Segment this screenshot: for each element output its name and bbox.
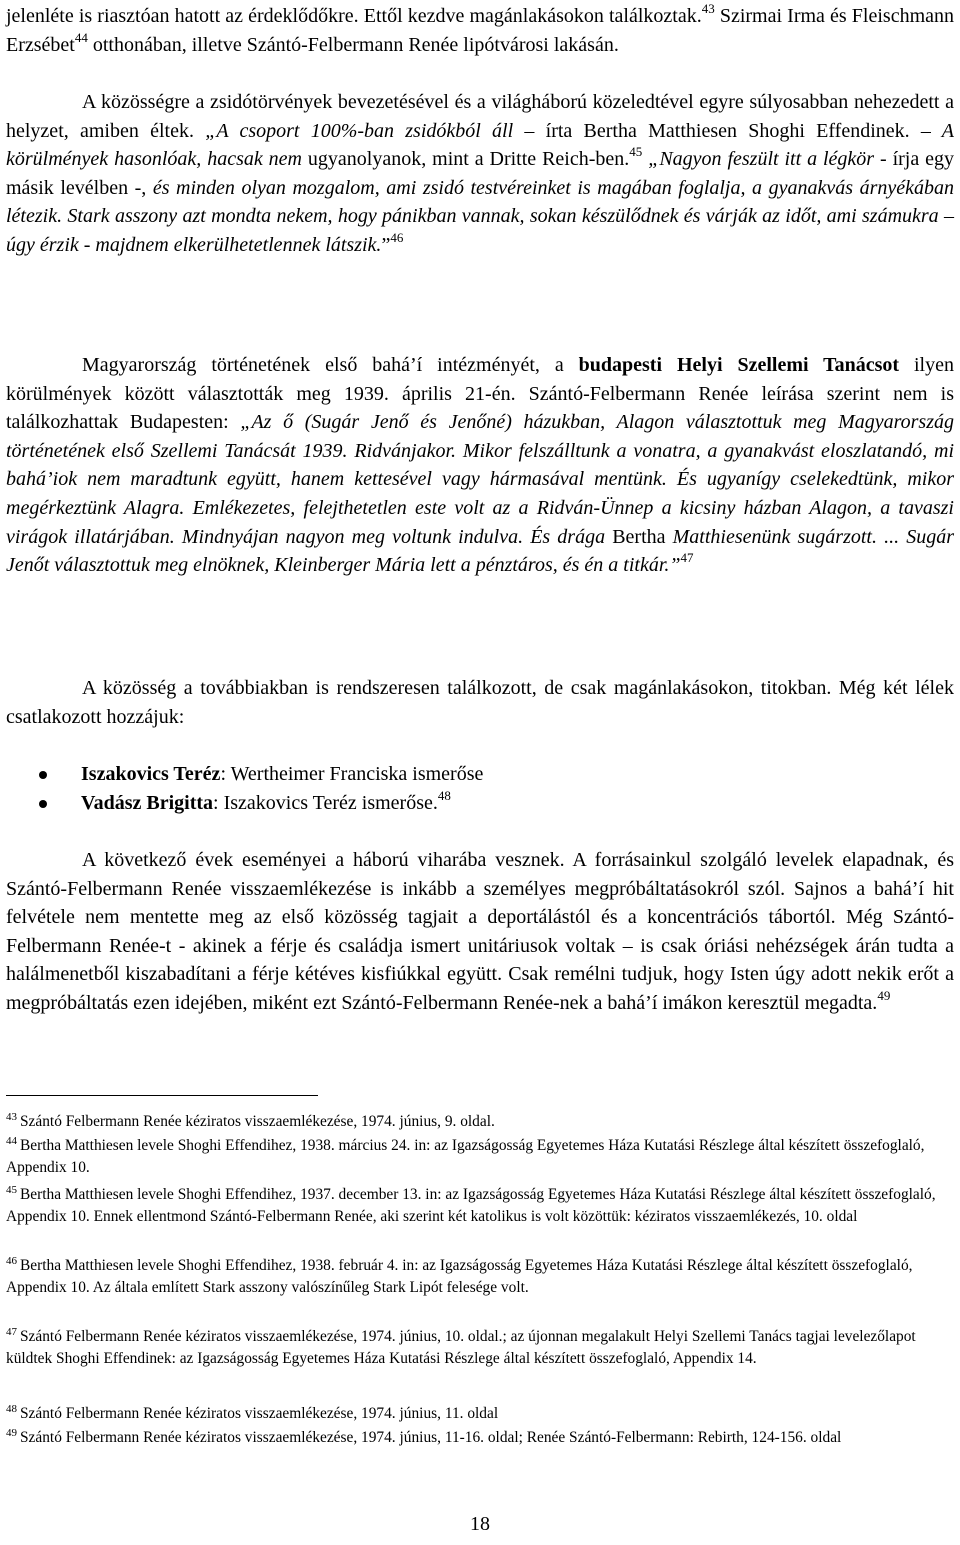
list-item: Vadász Brigitta: Iszakovics Teréz ismerőse.$^{48}$ [6, 789, 954, 818]
bullet-icon [39, 771, 47, 779]
footnote-46: $^{46}$ Bertha Matthiesen levele Shoghi Effendihez, 1938. február 4. in: az Igazságosság Egyetemes Háza Kutatási Részlege által készített összefoglaló, Appendix 10. Az általa említett Stark asszony valószínűleg Stark Lipót felesége volt. [6, 1255, 913, 1296]
paragraph-secret-meetings: A közösség a továbbiakban is rendszeresen találkozott, de csak magánlakásokon, titokban. Még két lélek csatlakozott hozzájuk: [6, 677, 954, 728]
footnote-45: $^{45}$ Bertha Matthiesen levele Shoghi Effendihez, 1937. december 13. in: az Igazságosság Egyetemes Háza Kutatási Részlege által készített összefoglaló, Appendix 10. Ennek ellentmond Szántó-Felbermann Renée, aki szerint két katolikus is volt közöttük: kéziratos visszaemlékezés, 10. oldal [6, 1184, 936, 1225]
footnote-ref-43[interactable]: 43 [701, 1, 715, 16]
footnote-43: $^{43}$ Szántó Felbermann Renée kéziratos visszaemlékezése, 1974. június, 9. oldal. [6, 1111, 495, 1130]
paragraph-war-years: A következő évek eseményei a háború viharába vesznek. A forrásainkul szolgáló levelek elapadnak, és Szántó-Felbermann Renée visszaemlékezése is inkább a személyes megpróbáltatásokról szól. Sajnos a bahá’í hit felvétele nem mentette meg az első közösség tagjait a deportálástól és a koncentrációs tábortól. Még Szántó-Felbermann Renée-t - akinek a férje és családja ismert unitáriusok voltak – is csak óriási nehézségek árán tudta a halálmenetből kiszabadítani a férje kétéves kisfiúkkal együtt. Csak remélni tudjuk, hogy Isten úgy adott nekik erőt a megpróbáltatás ezen idejében, miként ezt Szántó-Felbermann Renée-nek a bahá’í imákon keresztül megadta.$^{49}$ [6, 849, 954, 1014]
footnote-ref-45[interactable]: 45 [629, 144, 643, 160]
footnote-48: $^{48}$ Szántó Felbermann Renée kéziratos visszaemlékezése, 1974. június, 11. oldal [6, 1403, 499, 1422]
paragraph-continuation: jelenléte is riasztóan hatott az érdeklődőkre. Ettől kezdve magánlakásokon találkoztak.$^{43}$ Szirmai Irma és Fleischmann Erzsébet$^{44}$ otthonában, illetve Szántó-Felbermann Renée lipótvárosi lakásán. [6, 1, 955, 56]
footnote-ref-49[interactable]: 49 [877, 987, 891, 1003]
list-item: Iszakovics Teréz: Wertheimer Franciska ismerőse [6, 760, 954, 789]
member-list [6, 760, 954, 818]
footnote-47: $^{47}$ Szántó Felbermann Renée kéziratos visszaemlékezése, 1974. június, 10. oldal.; az újonnan megalakult Helyi Szellemi Tanács tagjai levelezőlapot küldtek Shoghi Effendinek: az Igazságosság Egyetemes Háza Kutatási Részlege által készített összefoglaló, Appendix 14. [6, 1326, 916, 1367]
bullet-icon [39, 800, 47, 808]
footnote-separator [6, 1095, 318, 1096]
paragraph-first-assembly: Magyarország történetének első bahá’í intézményét, a budapesti Helyi Szellemi Tanácsot ilyen körülmények között választották meg 1939. április 21-én. Szántó-Felbermann Renée leírása szerint nem is találkozhattak Budapesten: „Az ő (Sugár Jenő és Jenőné) házukban, Alagon választottuk meg Magyarország történetének első Szellemi Tanácsát 1939. Ridvánjakor. Mikor felszálltunk a vonatra, a gyanakvást eloszlatandó, mi bahá’iok nem maradtunk együtt, hanem kettesével vagy hármasával mentünk. És ugyanígy cselekedtünk, mikor megérkeztünk Alagra. Emlékezetes, felejthetetlen este volt az a Ridván-Ünnep a kicsiny házban Alagon, a tavaszi virágok illatárjában. Mindnyájan nagyon meg voltunk indulva. És drága Bertha Matthiesenünk sugárzott. ... Sugár Jenőt választottuk meg elnöknek, Kleinberger Mária lett a pénztáros, és én a titkár.”$^{47}$ [6, 354, 954, 577]
paragraph-community-situation: A közösségre a zsidótörvények bevezetésével és a világháború közeledtével egyre súlyosabban nehezedett a helyzet, amiben éltek. „A csoport 100%-ban zsidókból áll – írta Bertha Matthiesen Shoghi Effendinek. – A körülmények hasonlóak, hacsak nem ugyanolyanok, mint a Dritte Reich-ben.$^{45}$ „Nagyon feszült itt a légkör - írja egy másik levélben -, és minden olyan mozgalom, ami zsidó testvéreinket is magában foglalja, a gyanakvás árnyékában létezik. Stark asszony azt mondta nekem, hogy pánikban vannak, sokan készülődnek és várják az időt, ami számukra – úgy érzik - majdnem elkerülhetetlennek látszik.”$^{46}$ [6, 91, 955, 256]
footnote-ref-44[interactable]: 44 [74, 29, 88, 45]
footnote-ref-47[interactable]: 47 [680, 550, 694, 566]
footnote-49: $^{49}$ Szántó Felbermann Renée kéziratos visszaemlékezése, 1974. június, 11-16. oldal; Renée Szántó-Felbermann: Rebirth, 124-156. oldal [6, 1427, 842, 1446]
footnote-ref-48[interactable]: 48 [437, 788, 451, 803]
page-number: 18 [470, 1513, 490, 1535]
footnote-ref-46[interactable]: 46 [390, 229, 404, 245]
footnote-44: $^{44}$ Bertha Matthiesen levele Shoghi Effendihez, 1938. március 24. in: az Igazságosság Egyetemes Háza Kutatási Részlege által készített összefoglaló, Appendix 10. [6, 1135, 925, 1176]
